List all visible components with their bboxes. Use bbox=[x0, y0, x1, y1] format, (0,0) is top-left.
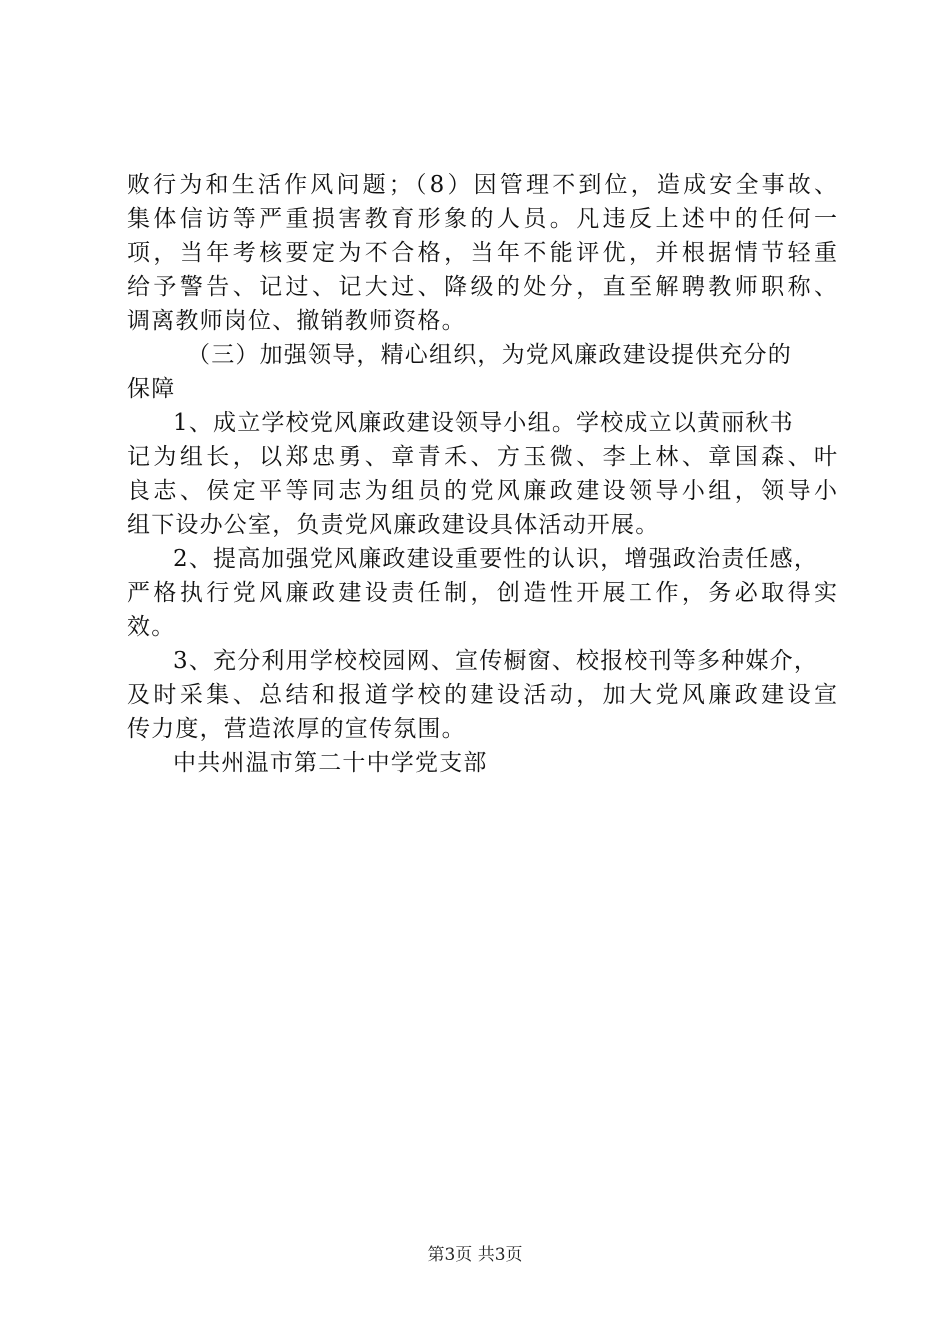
signature: 中共州温市第二十中学党支部 bbox=[173, 750, 488, 776]
text-line: 良志、侯定平等同志为组员的党风廉政建设领导小组，领导小 bbox=[127, 478, 837, 504]
text-line: 传力度，营造浓厚的宣传氛围。 bbox=[127, 716, 466, 742]
text-line: 集体信访等严重损害教育形象的人员。凡违反上述中的任何一 bbox=[127, 206, 837, 232]
text-line: 调离教师岗位、撤销教师资格。 bbox=[127, 308, 466, 334]
text-line: 组下设办公室，负责党风廉政建设具体活动开展。 bbox=[127, 512, 660, 538]
text-line: 效。 bbox=[127, 614, 176, 640]
text-line: 记为组长，以郑忠勇、章青禾、方玉微、李上林、章国森、叶 bbox=[127, 444, 837, 470]
text-line: 2、提高加强党风廉政建设重要性的认识，增强政治责任感， bbox=[173, 546, 819, 572]
text-line: 3、充分利用学校校园网、宣传橱窗、校报校刊等多种媒介， bbox=[173, 648, 819, 674]
text-line: 及时采集、总结和报道学校的建设活动，加大党风廉政建设宣 bbox=[127, 682, 837, 708]
list-item-1 bbox=[127, 406, 837, 542]
text-line: 严格执行党风廉政建设责任制，创造性开展工作，务必取得实 bbox=[127, 580, 837, 606]
text-line: 给予警告、记过、记大过、降级的处分，直至解聘教师职称、 bbox=[127, 274, 837, 300]
heading-line: （三）加强领导，精心组织，为党风廉政建设提供充分的 bbox=[187, 342, 792, 368]
text-line: 1、成立学校党风廉政建设领导小组。学校成立以黄丽秋书 bbox=[173, 410, 794, 436]
section-heading-3 bbox=[127, 338, 837, 406]
text-line: 项，当年考核要定为不合格，当年不能评优，并根据情节轻重 bbox=[127, 240, 837, 266]
list-item-2 bbox=[127, 542, 837, 644]
document-body bbox=[127, 168, 837, 780]
text-line: 败行为和生活作风问题；（8）因管理不到位，造成安全事故、 bbox=[127, 172, 837, 198]
page-number: 第3页 共3页 bbox=[427, 1245, 523, 1265]
heading-line: 保障 bbox=[127, 376, 176, 402]
paragraph-penalties bbox=[127, 168, 837, 338]
list-item-3 bbox=[127, 644, 837, 746]
